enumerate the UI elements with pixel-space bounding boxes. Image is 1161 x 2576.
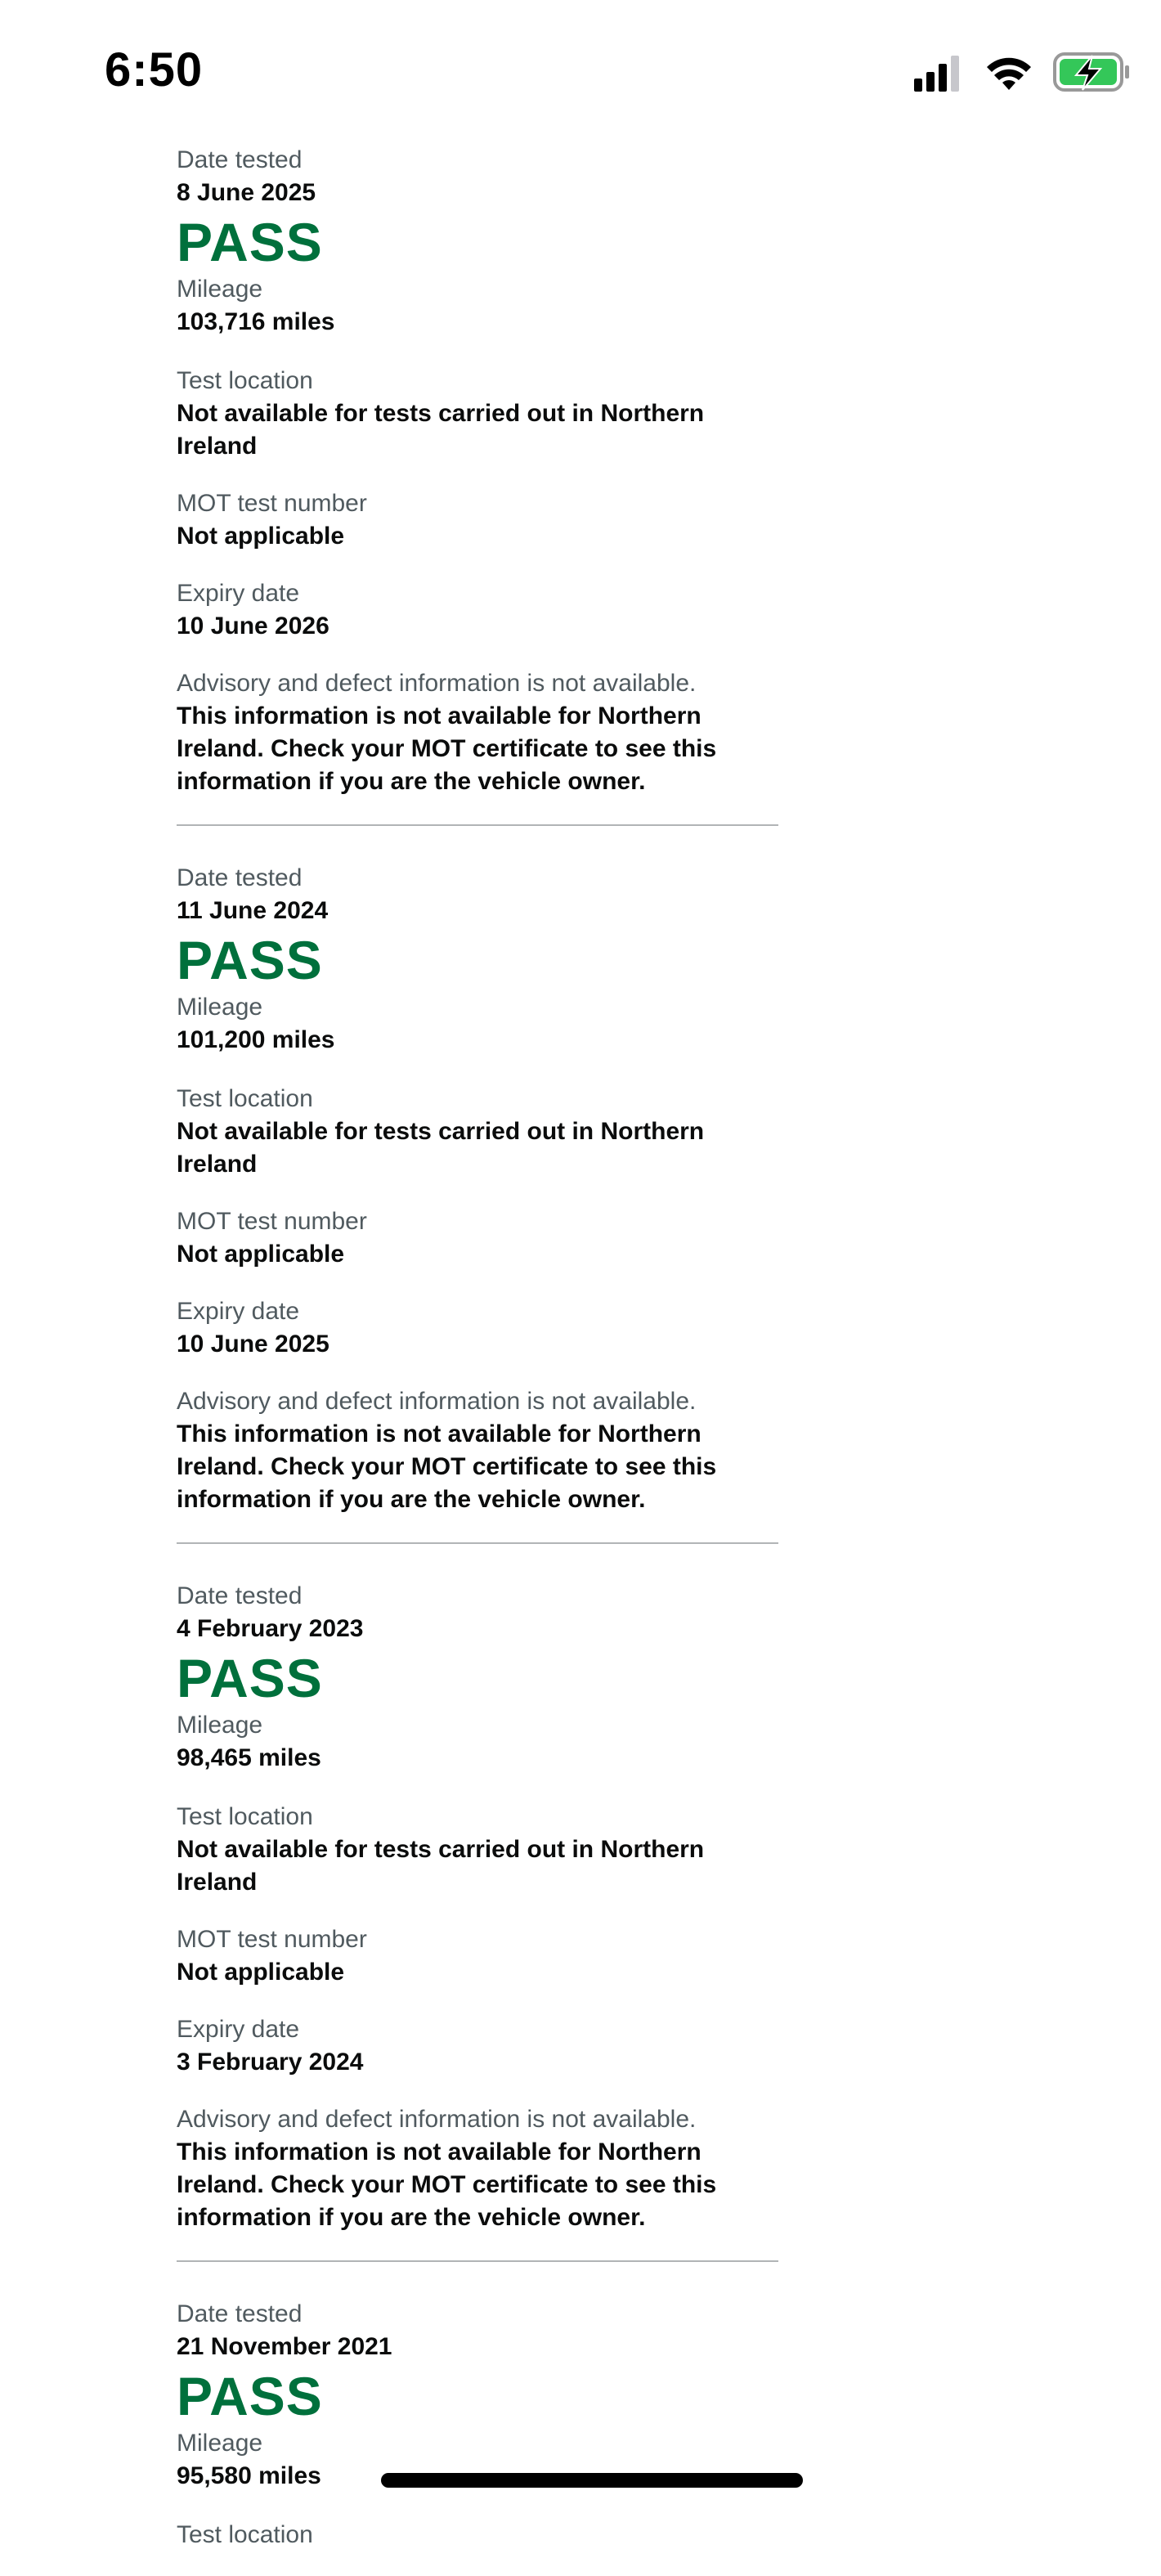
mot-test-number-value: Not applicable xyxy=(177,1959,345,1986)
mot-record xyxy=(177,144,778,826)
date-tested-field xyxy=(177,1580,778,1645)
test-result-badge: PASS xyxy=(177,2366,323,2426)
mot-test-number-value: Not applicable xyxy=(177,1241,345,1268)
battery-charging-icon xyxy=(1055,54,1129,90)
test-location-value: Not available for tests carried out in Northern Ireland xyxy=(177,1836,705,1896)
test-location-label: Test location xyxy=(177,1803,313,1830)
date-tested-label: Date tested xyxy=(177,2300,303,2327)
mot-history-list xyxy=(177,144,778,2576)
advisory-field xyxy=(177,2103,778,2234)
advisory-detail: This information is not available for Northern Ireland. Check your MOT certificate to see this information if you are the vehicle owner. xyxy=(177,702,717,795)
wifi-icon xyxy=(987,58,1031,90)
expiry-date-value: 10 June 2026 xyxy=(177,613,329,640)
expiry-date-label: Expiry date xyxy=(177,1298,300,1325)
date-tested-label: Date tested xyxy=(177,146,303,173)
test-location-value: Not available for tests carried out in Northern Ireland xyxy=(177,1118,705,1178)
advisory-field xyxy=(177,667,778,798)
test-location-label: Test location xyxy=(177,1085,313,1112)
date-tested-value: 11 June 2024 xyxy=(177,897,329,924)
test-location-field xyxy=(177,365,778,463)
cellular-signal-icon xyxy=(914,56,959,92)
advisory-detail: This information is not available for Northern Ireland. Check your MOT certificate to see this information if you are the vehicle owner. xyxy=(177,2138,717,2231)
expiry-date-value: 10 June 2025 xyxy=(177,1331,329,1358)
date-tested-label: Date tested xyxy=(177,1582,303,1609)
home-indicator[interactable] xyxy=(381,2473,803,2488)
test-location-field xyxy=(177,1801,778,1899)
status-bar xyxy=(0,0,1161,139)
mot-test-number-label: MOT test number xyxy=(177,1926,367,1953)
test-location-label: Test location xyxy=(177,367,313,394)
mileage-label: Mileage xyxy=(177,2430,263,2457)
mileage-field xyxy=(177,1709,778,1775)
mileage-label: Mileage xyxy=(177,994,263,1021)
mileage-value: 101,200 miles xyxy=(177,1026,335,1053)
mileage-value: 98,465 miles xyxy=(177,1744,321,1771)
mileage-value: 103,716 miles xyxy=(177,308,335,335)
mot-test-number-field xyxy=(177,487,778,553)
test-result-badge: PASS xyxy=(177,930,323,990)
advisory-label: Advisory and defect information is not available. xyxy=(177,1388,697,1415)
mileage-field xyxy=(177,273,778,339)
mot-test-number-label: MOT test number xyxy=(177,1208,367,1235)
date-tested-field xyxy=(177,2298,778,2363)
mileage-label: Mileage xyxy=(177,276,263,303)
mileage-field xyxy=(177,991,778,1057)
expiry-date-value: 3 February 2024 xyxy=(177,2049,364,2076)
expiry-date-field xyxy=(177,577,778,643)
mot-record xyxy=(177,862,778,1544)
date-tested-value: 8 June 2025 xyxy=(177,179,316,206)
status-time: 6:50 xyxy=(105,43,204,96)
test-location-value: Not available for tests carried out in Northern Ireland xyxy=(177,400,705,460)
mileage-label: Mileage xyxy=(177,1712,263,1739)
advisory-field xyxy=(177,1385,778,1516)
test-result-badge: PASS xyxy=(177,1648,323,1708)
mot-test-number-value: Not applicable xyxy=(177,523,345,550)
mot-test-number-field xyxy=(177,1923,778,1989)
date-tested-field xyxy=(177,144,778,209)
mot-test-number-label: MOT test number xyxy=(177,490,367,517)
test-location-field xyxy=(177,1083,778,1181)
mileage-value: 95,580 miles xyxy=(177,2462,321,2489)
test-result-badge: PASS xyxy=(177,212,323,272)
mot-record xyxy=(177,1580,778,2262)
mot-record xyxy=(177,2298,778,2551)
expiry-date-label: Expiry date xyxy=(177,580,300,607)
status-icons xyxy=(914,51,1135,104)
advisory-label: Advisory and defect information is not available. xyxy=(177,670,697,697)
date-tested-label: Date tested xyxy=(177,864,303,891)
date-tested-value: 21 November 2021 xyxy=(177,2333,392,2360)
test-location-label: Test location xyxy=(177,2521,313,2548)
advisory-label: Advisory and defect information is not available. xyxy=(177,2106,697,2133)
mot-test-number-field xyxy=(177,1205,778,1271)
expiry-date-field xyxy=(177,2013,778,2079)
expiry-date-field xyxy=(177,1295,778,1361)
expiry-date-label: Expiry date xyxy=(177,2016,300,2043)
test-location-field xyxy=(177,2519,778,2551)
advisory-detail: This information is not available for Northern Ireland. Check your MOT certificate to see this information if you are the vehicle owner. xyxy=(177,1420,717,1513)
date-tested-field xyxy=(177,862,778,927)
date-tested-value: 4 February 2023 xyxy=(177,1615,364,1642)
